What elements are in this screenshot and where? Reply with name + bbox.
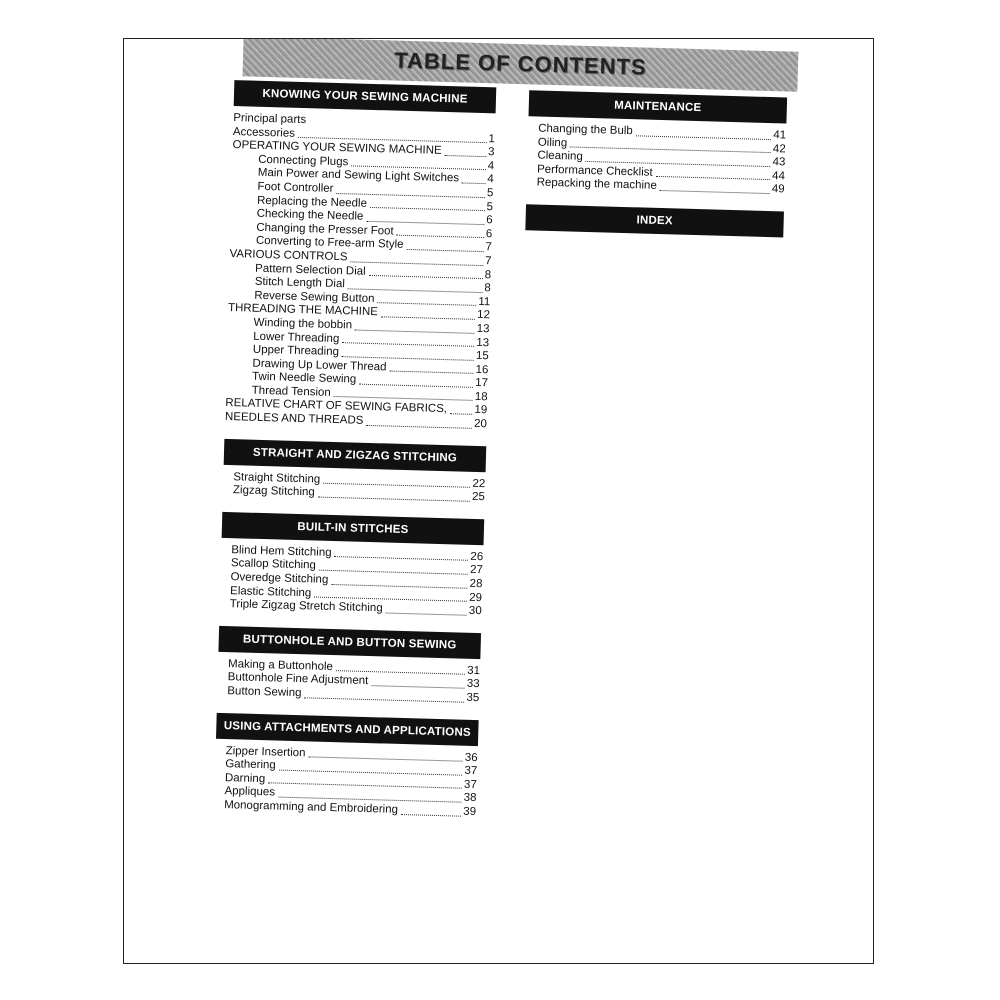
toc-page-number: 27: [469, 564, 483, 577]
toc-page-number: 42: [772, 142, 786, 156]
toc-page-number: 6: [486, 214, 493, 227]
toc-entry-list: [526, 122, 786, 197]
toc-page-number: 15: [475, 350, 489, 363]
toc-entry-title: Replacing the Needle: [256, 194, 368, 210]
toc-page-number: 4: [487, 173, 494, 186]
toc-entry-title: VARIOUS CONTROLS: [229, 247, 348, 264]
toc-page-number: 43: [772, 156, 786, 169]
toc-section: [217, 626, 481, 706]
toc-page-number: 8: [484, 268, 492, 281]
toc-page-number: 7: [485, 241, 492, 254]
dot-leader: [318, 496, 470, 501]
section-header: BUTTONHOLE AND BUTTON SEWING: [218, 626, 481, 659]
toc-entry-title: Making a Buttonhole: [227, 657, 334, 673]
toc-page-number: 6: [485, 227, 493, 241]
section-header: BUILT-IN STITCHES: [222, 512, 485, 545]
toc-page-number: 11: [478, 295, 491, 309]
dot-leader: [401, 814, 461, 817]
toc-page-number: 4: [487, 159, 495, 173]
dot-leader: [381, 316, 475, 320]
left-column: [214, 80, 496, 820]
toc-entry-title: RELATIVE CHART OF SEWING FABRICS,: [225, 397, 448, 416]
toc-entry-title: Foot Controller: [257, 180, 334, 195]
toc-entry-title: Overedge Stitching: [230, 571, 329, 586]
toc-entry-title: Accessories: [232, 125, 296, 140]
dot-leader: [445, 155, 486, 157]
toc-page-number: 41: [773, 129, 787, 142]
section-header: KNOWING YOUR SEWING MACHINE: [234, 80, 497, 113]
toc-page-number: 3: [487, 146, 495, 159]
toc-page-number: 5: [486, 200, 494, 213]
toc-entry-title: Darning: [224, 771, 266, 785]
toc-entry-title: Appliques: [224, 785, 276, 799]
toc-entry-title: Gathering: [225, 758, 276, 772]
toc-page-number: 39: [463, 805, 477, 819]
toc-page-number: 36: [464, 751, 478, 764]
dot-leader: [462, 182, 485, 184]
toc-entry-title: Changing the Presser Foot: [256, 221, 394, 238]
toc-page-number: 13: [476, 336, 490, 349]
toc-entry-list: [525, 236, 783, 243]
dot-leader: [406, 249, 483, 252]
toc-section: [223, 439, 487, 505]
dot-leader: [386, 612, 467, 615]
toc-entry-title: Twin Needle Sewing: [251, 370, 357, 386]
toc-entry-title: Upper Threading: [252, 343, 340, 359]
toc-page-number: 22: [472, 477, 486, 490]
toc-page-number: 12: [476, 309, 491, 322]
toc-page-number: 16: [475, 363, 489, 376]
toc-page-number: 19: [474, 404, 488, 417]
toc-entry-title: Elastic Stitching: [229, 584, 312, 600]
toc-entry-title: Zipper Insertion: [225, 744, 306, 759]
toc-entry-title: Cleaning: [537, 149, 583, 164]
toc-section: [220, 512, 485, 619]
toc-page-number: 35: [466, 691, 480, 705]
dot-leader: [377, 302, 476, 306]
toc-entry-title: Reverse Sewing Button: [254, 289, 375, 305]
toc-page-number: 8: [484, 282, 491, 295]
toc-page-number: 18: [474, 390, 488, 404]
toc-entry-title: Lower Threading: [253, 330, 340, 345]
toc-entry-title: Monogramming and Embroidering: [223, 799, 399, 816]
toc-page-number: 17: [475, 377, 489, 390]
right-column: [525, 90, 787, 243]
toc-entry-title: Checking the Needle: [256, 207, 364, 223]
toc-page-number: 49: [771, 183, 785, 196]
toc-section: [214, 712, 479, 819]
toc-entry-title: NEEDLES AND THREADS: [224, 411, 364, 427]
toc-page-number: 44: [771, 169, 786, 183]
dot-leader: [371, 685, 465, 689]
toc-entry-title: OPERATING YOUR SEWING MACHINE: [232, 139, 442, 158]
toc-entry-title: Main Power and Sewing Light Switches: [257, 167, 460, 185]
document-page: [123, 38, 874, 964]
section-header: USING ATTACHMENTS AND APPLICATIONS: [216, 712, 479, 745]
toc-page-number: 5: [486, 187, 494, 200]
toc-entry-title: Winding the bobbin: [253, 316, 353, 332]
dot-leader: [366, 425, 472, 429]
toc-section: [225, 80, 497, 432]
toc-entry-title: Drawing Up Lower Thread: [252, 357, 387, 374]
toc-section: [526, 90, 787, 197]
toc-entry-title: Zigzag Stitching: [232, 484, 315, 499]
section-header: STRAIGHT AND ZIGZAG STITCHING: [224, 439, 487, 472]
section-header: INDEX: [525, 204, 784, 237]
toc-entry-title: Connecting Plugs: [258, 153, 349, 169]
toc-entry-list: [223, 471, 486, 505]
page-content: [123, 38, 874, 964]
toc-page-number: 30: [468, 605, 482, 618]
toc-entry-title: Straight Stitching: [233, 470, 321, 486]
toc-entry-list: [220, 544, 484, 619]
toc-page-number: 37: [464, 764, 478, 778]
toc-entry-title: THREADING THE MACHINE: [227, 302, 379, 319]
toc-entry-title: Repacking the machine: [536, 176, 657, 193]
toc-page-number: 25: [471, 491, 486, 504]
toc-page-number: 28: [469, 577, 483, 591]
toc-page-number: 29: [469, 591, 483, 604]
toc-entry-title: Pattern Selection Dial: [254, 262, 366, 278]
toc-entry-title: Scallop Stitching: [230, 557, 317, 572]
dot-leader: [450, 413, 472, 415]
toc-page-number: 31: [467, 664, 481, 677]
toc-entry-title: Triple Zigzag Stretch Stitching: [229, 598, 383, 615]
page-title: TABLE OF CONTENTS: [393, 47, 648, 80]
toc-entry-title: Button Sewing: [227, 685, 302, 700]
dot-leader: [397, 235, 484, 238]
dot-leader: [304, 697, 464, 702]
toc-section: [525, 204, 784, 237]
toc-page-number: 38: [463, 792, 477, 805]
dot-leader: [389, 371, 473, 374]
toc-entry-list: [225, 112, 496, 432]
toc-entry-title: Blind Hem Stitching: [231, 544, 332, 559]
toc-entry-title: Performance Checklist: [536, 163, 653, 179]
dot-leader: [660, 190, 770, 194]
toc-page-number: 37: [463, 778, 477, 791]
toc-page-number: 13: [476, 322, 490, 336]
toc-page-number: 20: [473, 417, 488, 431]
toc-page-number: 33: [466, 678, 480, 691]
toc-entry-title: Changing the Bulb: [538, 122, 633, 138]
toc-entry-title: Stitch Length Dial: [254, 275, 346, 291]
toc-entry-title: Oiling: [537, 136, 568, 149]
toc-entry-list: [214, 744, 478, 819]
toc-entry-title: Converting to Free-arm Style: [255, 235, 404, 252]
toc-entry-title: Thread Tension: [251, 384, 331, 399]
toc-page-number: 1: [488, 132, 496, 145]
toc-page-number: 7: [484, 255, 492, 268]
section-header: MAINTENANCE: [529, 90, 788, 123]
toc-page-number: 26: [470, 550, 484, 564]
toc-entry-list: [217, 658, 480, 706]
toc-entry-title: Buttonhole Fine Adjustment: [227, 671, 369, 688]
toc-entry-title: Principal parts: [233, 112, 307, 127]
